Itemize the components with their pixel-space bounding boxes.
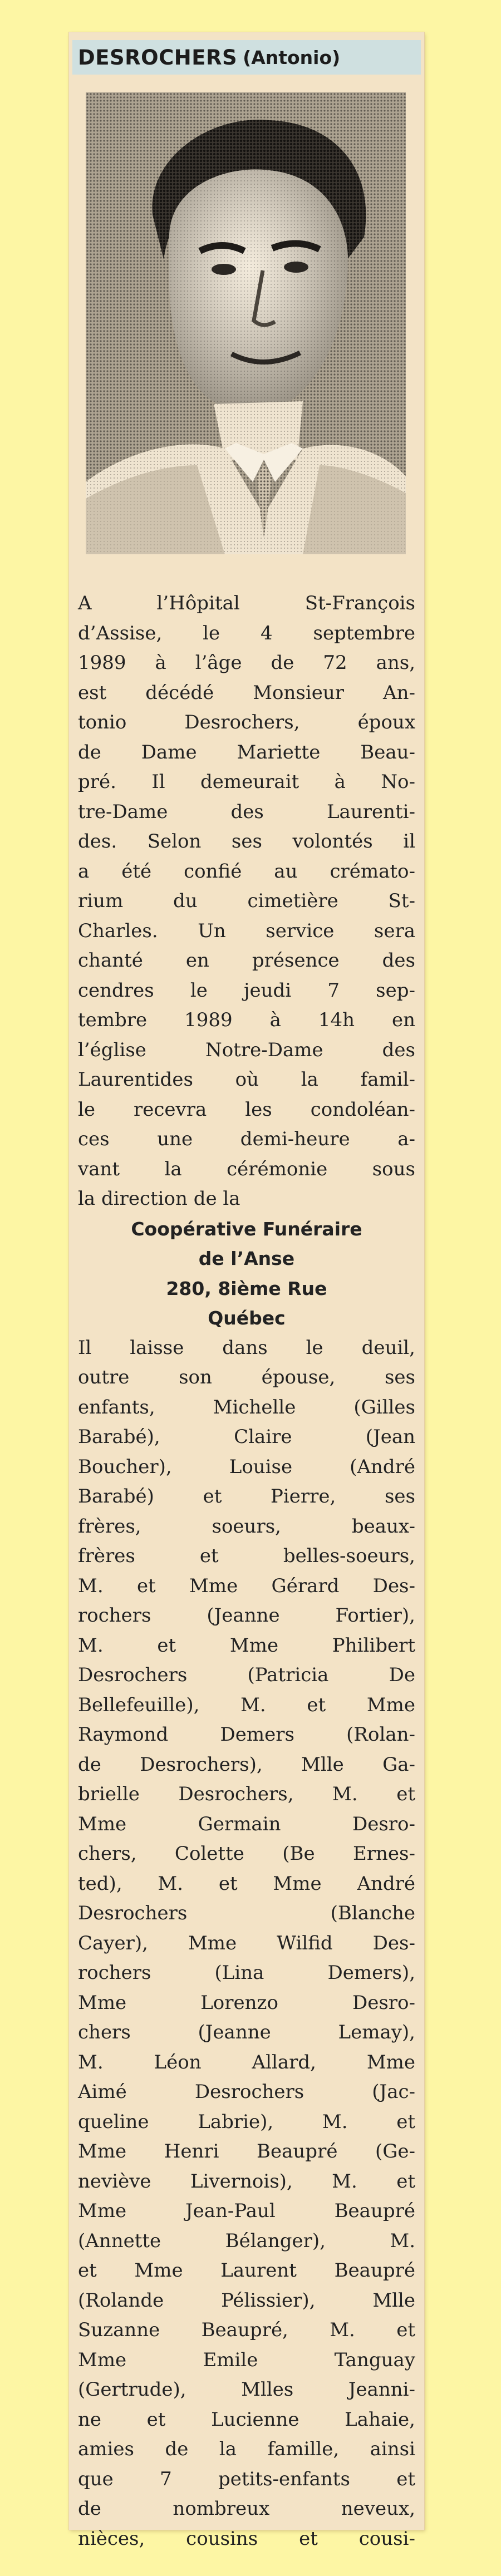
family-line: que 7 petits-enfants et [78, 2467, 415, 2490]
obituary-line: d’Assise, le 4 septembre [78, 622, 415, 644]
family-line: Raymond Demers (Rolan- [78, 1723, 415, 1746]
family-line: Mme Jean-Paul Beaupré [78, 2200, 415, 2222]
obituary-line: Charles. Un service sera [78, 919, 415, 942]
obituary-line: tre-Dame des Laurenti- [78, 800, 415, 823]
family-line: nièces, cousins et cousi- [78, 2527, 415, 2550]
obituary-line: chanté en présence des [78, 949, 415, 972]
family-line: ted), M. et Mme André [78, 1872, 415, 1895]
obituary-line: pré. Il demeurait à No- [78, 771, 415, 793]
obituary-header [72, 40, 421, 75]
obituary-line: des. Selon ses volontés il [78, 830, 415, 853]
family-line: frères et belles-soeurs, [78, 1545, 415, 1567]
portrait-photo-icon [86, 92, 406, 554]
funeral-home-line: Québec [208, 1307, 286, 1329]
funeral-home-line: Coopérative Funéraire [131, 1218, 362, 1240]
funeral-home-line: de l’Anse [198, 1248, 295, 1269]
obituary-line: de Dame Mariette Beau- [78, 741, 415, 764]
family-line: (Rolande Pélissier), Mlle [78, 2289, 415, 2312]
family-line: brielle Desrochers, M. et [78, 1783, 415, 1805]
family-line: Barabé) et Pierre, ses [78, 1485, 415, 1508]
family-line: M. Léon Allard, Mme [78, 2051, 415, 2073]
portrait-photo [86, 92, 406, 554]
family-line: et Mme Laurent Beaupré [78, 2259, 415, 2282]
obituary-line: rium du cimetière St- [78, 890, 415, 912]
obituary-line: tonio Desrochers, époux [78, 711, 415, 733]
family-line: Cayer), Mme Wilfid Des- [78, 1932, 415, 1954]
obituary-line: vant la cérémonie sous [78, 1158, 415, 1180]
family-line: outre son épouse, ses [78, 1366, 415, 1388]
funeral-home-line: 280, 8ième Rue [166, 1277, 327, 1299]
family-line: Desrochers (Patricia De [78, 1664, 415, 1686]
family-line: Mme Henri Beaupré (Ge- [78, 2140, 415, 2163]
family-line: rochers (Jeanne Fortier), [78, 1604, 415, 1627]
obituary-line: est décédé Monsieur An- [78, 681, 415, 704]
obituary-clipping [69, 32, 424, 2550]
family-line: Bellefeuille), M. et Mme [78, 1693, 415, 1716]
family-line: de Desrochers), Mlle Ga- [78, 1753, 415, 1776]
family-line: Mme Emile Tanguay [78, 2348, 415, 2371]
family-line: M. et Mme Gérard Des- [78, 1574, 415, 1597]
obituary-line: ces une demi-heure a- [78, 1128, 415, 1150]
family-line: (Annette Bélanger), M. [78, 2229, 415, 2252]
family-line: Mme Germain Desro- [78, 1812, 415, 1835]
family-line: de nombreux neveux, [78, 2498, 415, 2520]
family-line: chers, Colette (Be Ernes- [78, 1843, 415, 1865]
obituary-line: a été confié au crémato- [78, 860, 415, 883]
deceased-given-name: (Antonio) [243, 46, 341, 68]
obituary-line: l’église Notre-Dame des [78, 1038, 415, 1061]
obituary-line: A l’Hôpital St-François [78, 592, 415, 614]
obituary-line: cendres le jeudi 7 sep- [78, 979, 415, 1002]
family-line: queline Labrie), M. et [78, 2110, 415, 2133]
family-line: rochers (Lina Demers), [78, 1962, 415, 1984]
obituary-text [78, 589, 415, 2554]
family-line: M. et Mme Philibert [78, 1634, 415, 1657]
obituary-line: le recevra les condoléan- [78, 1098, 415, 1121]
family-line: ne et Lucienne Lahaie, [78, 2408, 415, 2431]
family-line: Aimé Desrochers (Jac- [78, 2081, 415, 2103]
family-line: Suzanne Beaupré, M. et [78, 2319, 415, 2341]
obituary-line: 1989 à l’âge de 72 ans, [78, 652, 415, 674]
deceased-surname: DESROCHERS [78, 45, 238, 70]
family-line: Desrochers (Blanche [78, 1902, 415, 1924]
family-line: frères, soeurs, beaux- [78, 1515, 415, 1538]
family-line: Mme Lorenzo Desro- [78, 1991, 415, 2014]
family-line: amies de la famille, ainsi [78, 2438, 415, 2460]
family-line: enfants, Michelle (Gilles [78, 1396, 415, 1418]
family-line: Il laisse dans le deuil, [78, 1336, 415, 1359]
obituary-line: tembre 1989 à 14h en [78, 1009, 415, 1031]
family-line: neviève Livernois), M. et [78, 2170, 415, 2193]
family-line: Barabé), Claire (Jean [78, 1426, 415, 1448]
obituary-line: Laurentides où la famil- [78, 1068, 415, 1091]
obituary-line: la direction de la [78, 1188, 240, 1210]
family-line: chers (Jeanne Lemay), [78, 2021, 415, 2043]
family-line: (Gertrude), Mlles Jeanni- [78, 2378, 415, 2401]
family-line: Boucher), Louise (André [78, 1455, 415, 1478]
